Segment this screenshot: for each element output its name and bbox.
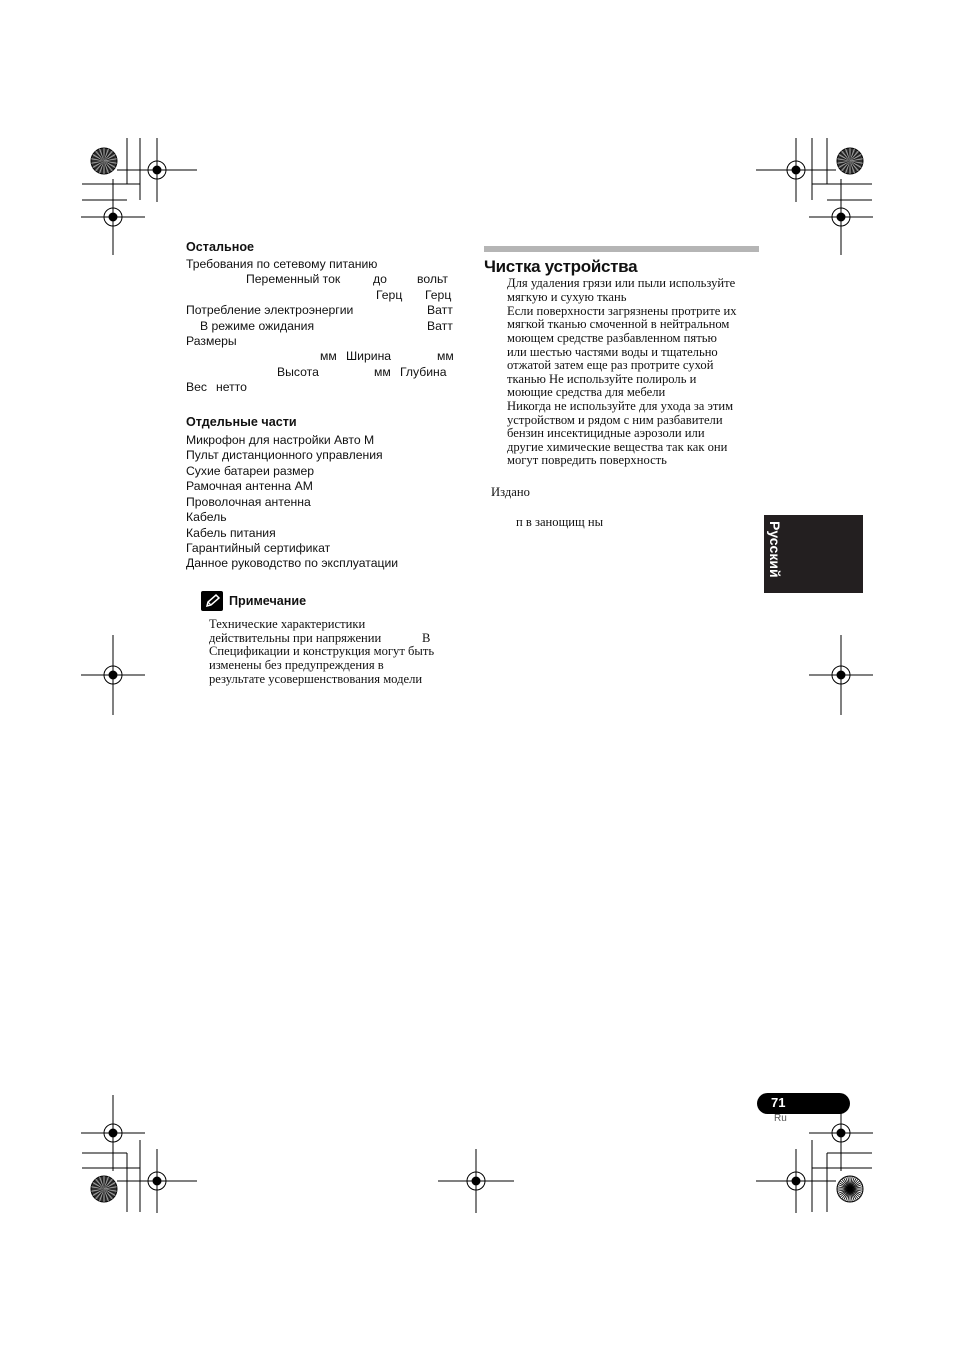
spec-line: Вес [186, 380, 208, 394]
cleaning-line: Если поверхности загрязнены протрите их [507, 304, 737, 318]
spec-line: Размеры [186, 334, 237, 348]
cleaning-title: Чистка устройства [484, 257, 638, 276]
section-rule [484, 246, 759, 252]
spec-line: Переменный ток [246, 272, 341, 286]
cleaning-line: бензин инсектицидные аэрозоли или [507, 426, 705, 440]
cleaning-line: могут повредить поверхность [507, 453, 667, 467]
spec-line: Ватт [427, 319, 453, 333]
parts-heading: Отдельные части [186, 415, 297, 429]
spec-line: мм [437, 349, 454, 363]
list-item: Пульт дистанционного управления [186, 448, 383, 462]
registration-sunburst-icon [837, 148, 863, 174]
spec-line: до [373, 272, 387, 286]
page-number: 71 [771, 1095, 786, 1110]
cleaning-line: отжатой затем еще раз протрите сухой [507, 358, 714, 372]
spec-line: Ватт [427, 303, 453, 317]
cleaning-line: устройством и рядом с ним разбавители [507, 413, 723, 427]
list-item: Проволочная антенна [186, 495, 311, 509]
spec-line: Высота [277, 365, 319, 379]
note-pencil-icon [201, 591, 223, 611]
cleaning-line: Для удаления грязи или пыли используйте [507, 276, 736, 290]
registration-sunburst-icon [837, 1176, 863, 1202]
note-line: действительны при напряжении [209, 631, 382, 645]
note-line: В [422, 631, 431, 645]
note-line: изменены без предупреждения в [209, 658, 384, 672]
note-line: Спецификации и конструкция могут быть [209, 644, 435, 658]
spec-line: Потребление электроэнергии [186, 303, 354, 317]
page-language-code: Ru [774, 1113, 787, 1124]
cleaning-line: Никогда не используйте для ухода за этим [507, 399, 734, 413]
cleaning-line: мягкой тканью смоченной в нейтральном [507, 317, 730, 331]
note-line: результате усовершенствования модели [209, 672, 423, 686]
spec-line: вольт [417, 272, 448, 286]
spec-line: мм [374, 365, 391, 379]
spec-line: мм [320, 349, 337, 363]
spec-line: Глубина [400, 365, 447, 379]
list-item: Микрофон для настройки Авто М [186, 433, 375, 447]
spec-line: Герц [376, 288, 403, 302]
spec-line: В режиме ожидания [200, 319, 315, 333]
spec-line: Требования по сетевому питанию [186, 257, 378, 271]
list-item: Гарантийный сертификат [186, 541, 331, 555]
spec-line: Ширина [346, 349, 392, 363]
list-item: Кабель [186, 510, 227, 524]
cleaning-line: другие химические вещества так как они [507, 440, 728, 454]
registration-sunburst-icon [91, 1176, 117, 1202]
cleaning-line: тканью Не используйте полироль и [507, 372, 697, 386]
spec-line: нетто [216, 380, 247, 394]
registration-sunburst-icon [91, 148, 117, 174]
cleaning-line: мягкую и сухую ткань [507, 290, 627, 304]
list-item: Рамочная антенна AM [186, 479, 313, 493]
misc-heading: Остальное [186, 240, 255, 254]
language-tab-label: Русский [767, 521, 783, 578]
list-item: Кабель питания [186, 526, 276, 540]
spec-line: Герц [425, 288, 452, 302]
publisher-copyright: п в занощищ ны [516, 515, 604, 529]
cleaning-line: моющие средства для мебели [507, 385, 666, 399]
note-heading: Примечание [229, 594, 307, 608]
list-item: Данное руководство по эксплуатации [186, 556, 399, 570]
cleaning-line: или шестью частями воды и тщательно [507, 345, 718, 359]
list-item: Сухие батареи размер [186, 464, 315, 478]
note-line: Технические характеристики [209, 617, 366, 631]
publisher-line: Издано [491, 485, 530, 499]
cleaning-line: моющем средстве разбавленном пятью [507, 331, 717, 345]
